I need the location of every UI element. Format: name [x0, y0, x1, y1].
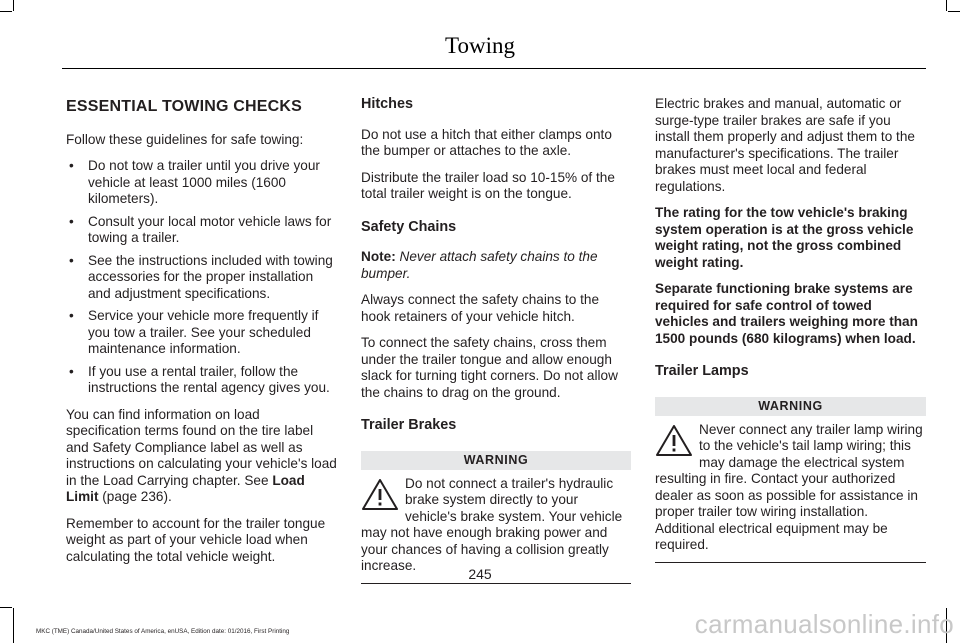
warning-banner: WARNING: [655, 397, 926, 416]
trailer-lamps-heading: Trailer Lamps: [655, 363, 749, 379]
page-number: 245: [468, 566, 492, 582]
chains-paragraph: To connect the safety chains, cross them under the trailer tongue and allow enough slack for turning tight corners. Do not allow the chains to drag on the ground.: [361, 335, 618, 400]
note-paragraph: [361, 249, 631, 282]
safety-chains-heading: Safety Chains: [361, 218, 457, 235]
crop-mark: [946, 0, 947, 11]
warning-triangle-icon: [655, 424, 693, 458]
page-header-title: Towing: [445, 33, 515, 58]
crop-mark: [13, 608, 14, 643]
rating-paragraph: The rating for the tow vehicle's braking system operation is at the gross vehicle weight rating, not the gross combined weight rating.: [655, 205, 914, 270]
warning-banner: WARNING: [361, 451, 631, 470]
warning-triangle-icon: [361, 478, 399, 512]
crop-mark: [948, 11, 960, 12]
info-text: You can find information on load specification terms found on the tire label and Safety Compliance label as well as instructions on calculating your vehicle's load in the Load Carrying chapter. See: [66, 406, 337, 488]
remember-paragraph: Remember to account for the trailer tongue weight as part of your vehicle load when calculating the total vehicle weight.: [66, 515, 326, 564]
list-item: • Service your vehicle more frequently if you tow a trailer. See your scheduled maintenance information.: [66, 308, 338, 358]
page-reference: (page 236).: [102, 489, 172, 504]
warning-divider: [655, 562, 926, 563]
crop-mark: [0, 607, 12, 608]
chains-paragraph: Always connect the safety chains to the hook retainers of your vehicle hitch.: [361, 292, 600, 324]
column-right: [655, 96, 926, 563]
list-item: • If you use a rental trailer, follow the instructions the rental agency gives you.: [66, 364, 338, 397]
warning-box: [361, 476, 631, 575]
trailer-brakes-heading: Trailer Brakes: [361, 417, 457, 433]
section-heading: ESSENTIAL TOWING CHECKS: [66, 98, 303, 115]
list-item: • Consult your local motor vehicle laws for towing a trailer.: [66, 214, 338, 247]
watermark: carmanualsonline.info: [694, 609, 954, 639]
list-item: • Do not tow a trailer until you drive your vehicle at least 1000 miles (1600 kilometers).: [66, 158, 338, 208]
separate-systems-paragraph: Separate functioning brake systems are required for safe control of towed vehicles and trailers weighing more than 1500 pounds (680 kilograms) when load.: [655, 281, 918, 346]
warning-divider: [361, 583, 631, 584]
note-text: Never attach safety chains to the bumper.: [361, 249, 598, 281]
note-label: Note:: [361, 249, 396, 264]
crop-mark: [13, 0, 14, 11]
header-divider: [62, 68, 926, 69]
warning-box: [655, 422, 926, 554]
warning-text: Do not connect a trailer's hydraulic brake system directly to your vehicle's brake system. Your vehicle may not have enough braking power and your chances of having a collision greatly increase.: [361, 475, 623, 573]
footer-edition-info: MKC (TME) Canada/United States of America, enUSA, Edition date: 01/2016, First Printing: [36, 628, 290, 635]
electric-brakes-paragraph: Electric brakes and manual, automatic or surge-type trailer brakes are safe if you install them properly and adjust them to the manufacturer's specifications. The trailer brakes must meet local and federal regulations.: [655, 96, 915, 194]
hitches-paragraph: Distribute the trailer load so 10-15% of the total trailer weight is on the tongue.: [361, 169, 615, 201]
warning-text: Never connect any trailer lamp wiring to the vehicle's tail lamp wiring; this may damage the electrical system resulting in fire. Contact your authorized dealer as soon as possible for assistance in proper trailer tow wiring installation. Additional electrical equipment may be required.: [655, 421, 923, 552]
hitches-paragraph: Do not use a hitch that either clamps onto the bumper or attaches to the axle.: [361, 126, 612, 158]
info-paragraph: [66, 407, 338, 506]
intro-text: Follow these guidelines for safe towing:: [66, 131, 304, 147]
hitches-heading: Hitches: [361, 96, 413, 112]
column-left: [66, 96, 338, 575]
column-middle: [361, 96, 631, 584]
list-item: • See the instructions included with towing accessories for the proper installation and adjustment specifications.: [66, 253, 338, 303]
crop-mark: [0, 11, 12, 12]
load-limit-link[interactable]: Load Limit: [66, 472, 305, 504]
guideline-list: [66, 158, 338, 397]
